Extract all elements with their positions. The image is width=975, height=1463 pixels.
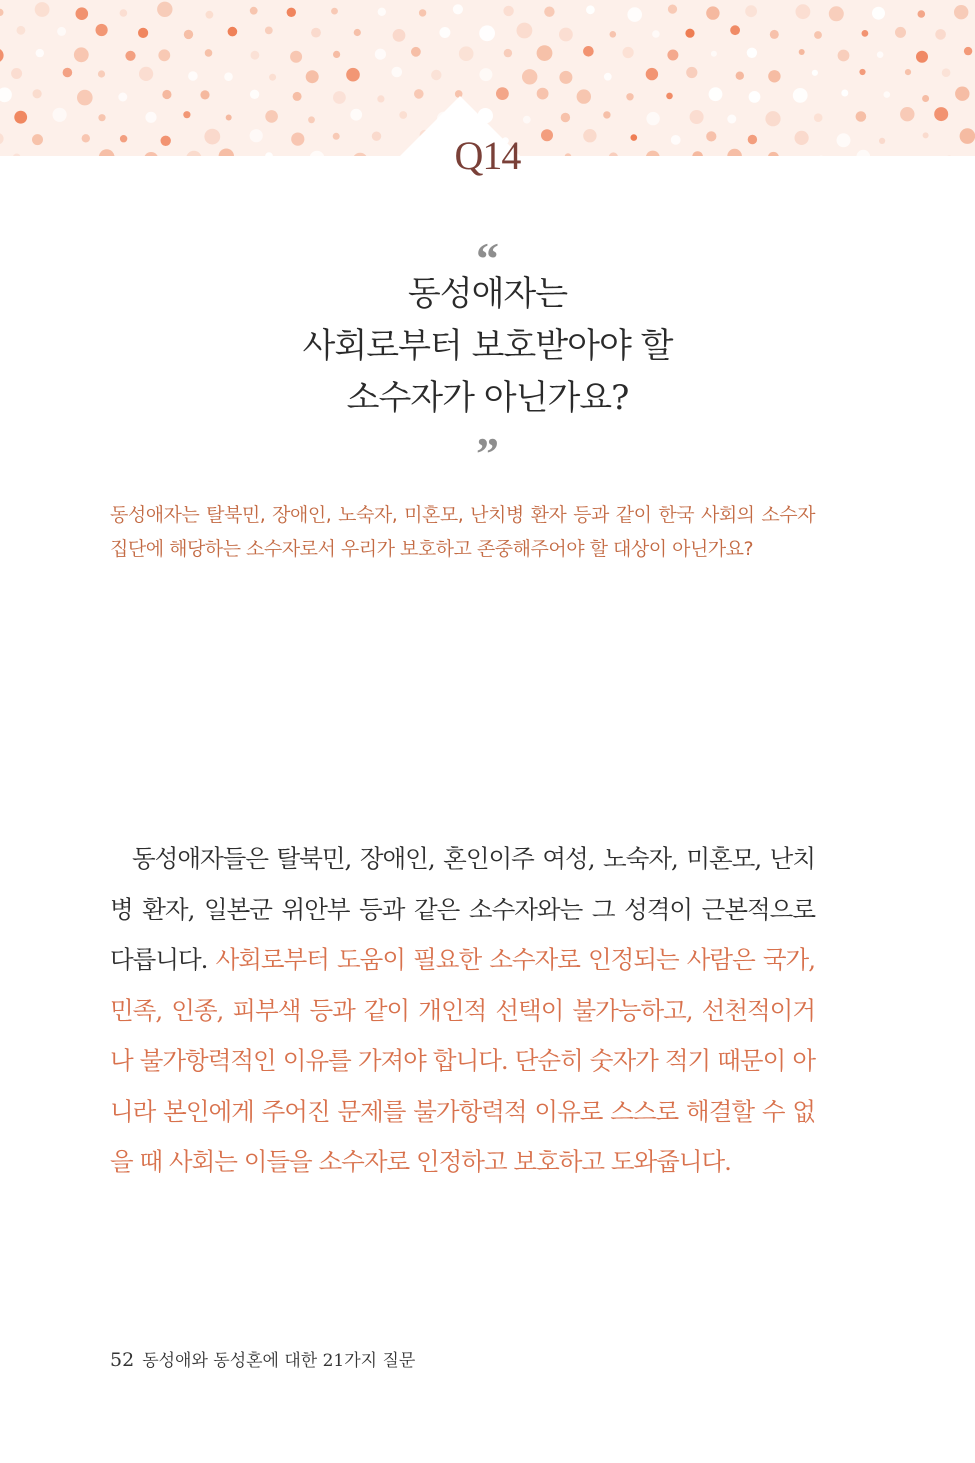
title-line-1: 동성애자는: [407, 274, 568, 314]
answer-highlight-text: 사회로부터 도움이 필요한 소수자로 인정되는 사람은 국가, 민족, 인종, 피부색 등과 같이 개인적 선택이 불가능하고, 선천적이거나 불가항력적인 이유를 가져야 합니다. 단순히 숫자가 적기 때문이 아니라 본인에게 주어진 문제를 불가항력적 이유로 스스로 해결할 수 없을 때 사회는 이들을 소수자로 인정하고 보호하고 도와줍니다.: [110, 945, 815, 1176]
question-title: [100, 268, 875, 424]
answer-plain-text: 동성애자들은 탈북민, 장애인, 혼인이주 여성, 노숙자, 미혼모, 난치병 환자, 일본군 위안부 등과 같은 소수자와는 그 성격이 근본적으로 다릅니다.: [110, 844, 815, 974]
page-number: 52: [110, 1349, 135, 1371]
title-line-3: 소수자가 아닌가요?: [346, 378, 629, 418]
page-footer: [110, 1346, 415, 1371]
lead-question-text: 동성애자는 탈북민, 장애인, 노숙자, 미혼모, 난치병 환자 등과 같이 한국 사회의 소수자 집단에 해당하는 소수자로서 우리가 보호하고 존중해주어야 할 대상이 아닌가요?: [110, 504, 815, 560]
answer-paragraph: [110, 834, 815, 1188]
book-title: 동성애와 동성혼에 대한 21가지 질문: [142, 1351, 416, 1371]
question-number: Q14: [454, 133, 521, 178]
open-quote-mark: “: [476, 233, 499, 284]
title-line-2: 사회로부터 보호받아야 할: [302, 326, 673, 366]
close-quote-mark: ”: [476, 428, 499, 479]
